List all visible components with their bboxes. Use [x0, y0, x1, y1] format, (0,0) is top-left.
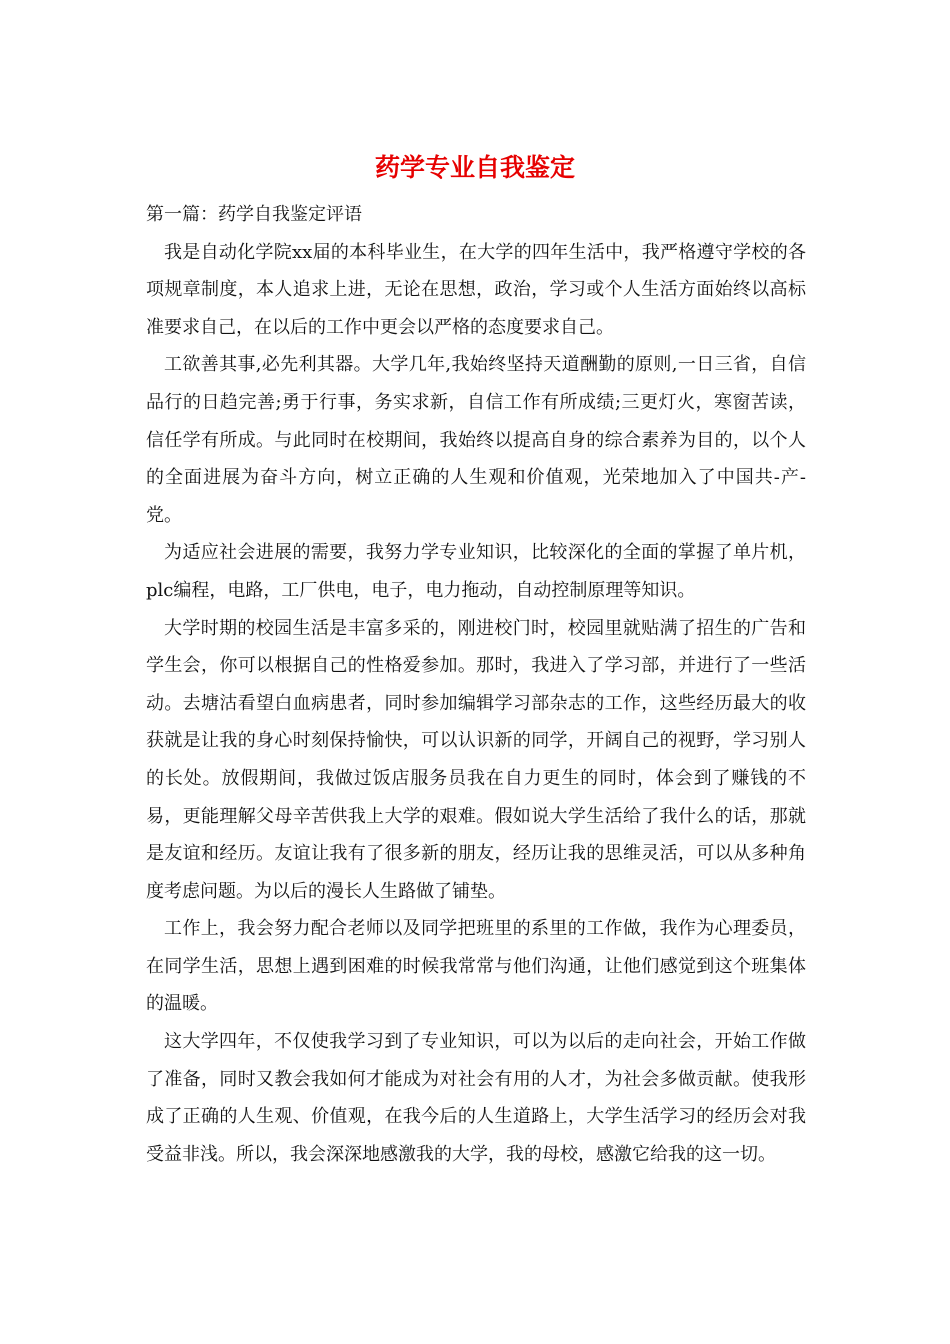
paragraph-1: 我是自动化学院xx届的本科毕业生，在大学的四年生活中，我严格遵守学校的各项规章制度，本人追求上进，无论在思想，政治，学习或个人生活方面始终以高标准要求自己，在以后的工作中更会以严格的态度要求自己。: [146, 241, 806, 338]
section-heading: 第一篇：药学自我鉴定评语: [146, 204, 362, 225]
paragraph-2: 工欲善其事,必先利其器。大学几年,我始终坚持天道酬勤的原则,一日三省，自信品行的日趋完善;勇于行事，务实求新，自信工作有所成绩;三更灯火，寒窗苦读，信任学有所成。与此同时在校期间，我始终以提高自身的综合素养为目的，以个人的全面进展为奋斗方向，树立正确的人生观和价值观，光荣地加入了中国共-产-党。: [146, 354, 806, 526]
document-title: 药学专业自我鉴定: [374, 153, 575, 182]
paragraph-4: 大学时期的校园生活是丰富多采的，刚进校门时，校园里就贴满了招生的广告和学生会，你可以根据自己的性格爱参加。那时，我进入了学习部，并进行了一些活动。去塘沽看望白血病患者，同时参加编辑学习部杂志的工作，这些经历最大的收获就是让我的身心时刻保持愉快，可以认识新的同学，开阔自己的视野，学习别人的长处。放假期间，我做过饭店服务员我在自力更生的同时，体会到了赚钱的不易，更能理解父母辛苦供我上大学的艰难。假如说大学生活给了我什么的话，那就是友谊和经历。友谊让我有了很多新的朋友，经历让我的思维灵活，可以从多种角度考虑问题。为以后的漫长人生路做了铺垫。: [146, 617, 806, 902]
paragraph-3: 为适应社会进展的需要，我努力学专业知识，比较深化的全面的掌握了单片机，plc编程，电路，工厂供电，电子，电力拖动，自动控制原理等知识。: [146, 542, 806, 601]
document-body: [146, 196, 806, 1173]
paragraph-5: 工作上，我会努力配合老师以及同学把班里的系里的工作做，我作为心理委员，在同学生活，思想上遇到困难的时候我常常与他们沟通，让他们感觉到这个班集体的温暖。: [146, 918, 806, 1015]
paragraph-6: 这大学四年，不仅使我学习到了专业知识，可以为以后的走向社会，开始工作做了准备，同时又教会我如何才能成为对社会有用的人才，为社会多做贡献。使我形成了正确的人生观、价值观，在我今后的人生道路上，大学生活学习的经历会对我受益非浅。所以，我会深深地感激我的大学，我的母校，感激它给我的这一切。: [146, 1031, 806, 1165]
